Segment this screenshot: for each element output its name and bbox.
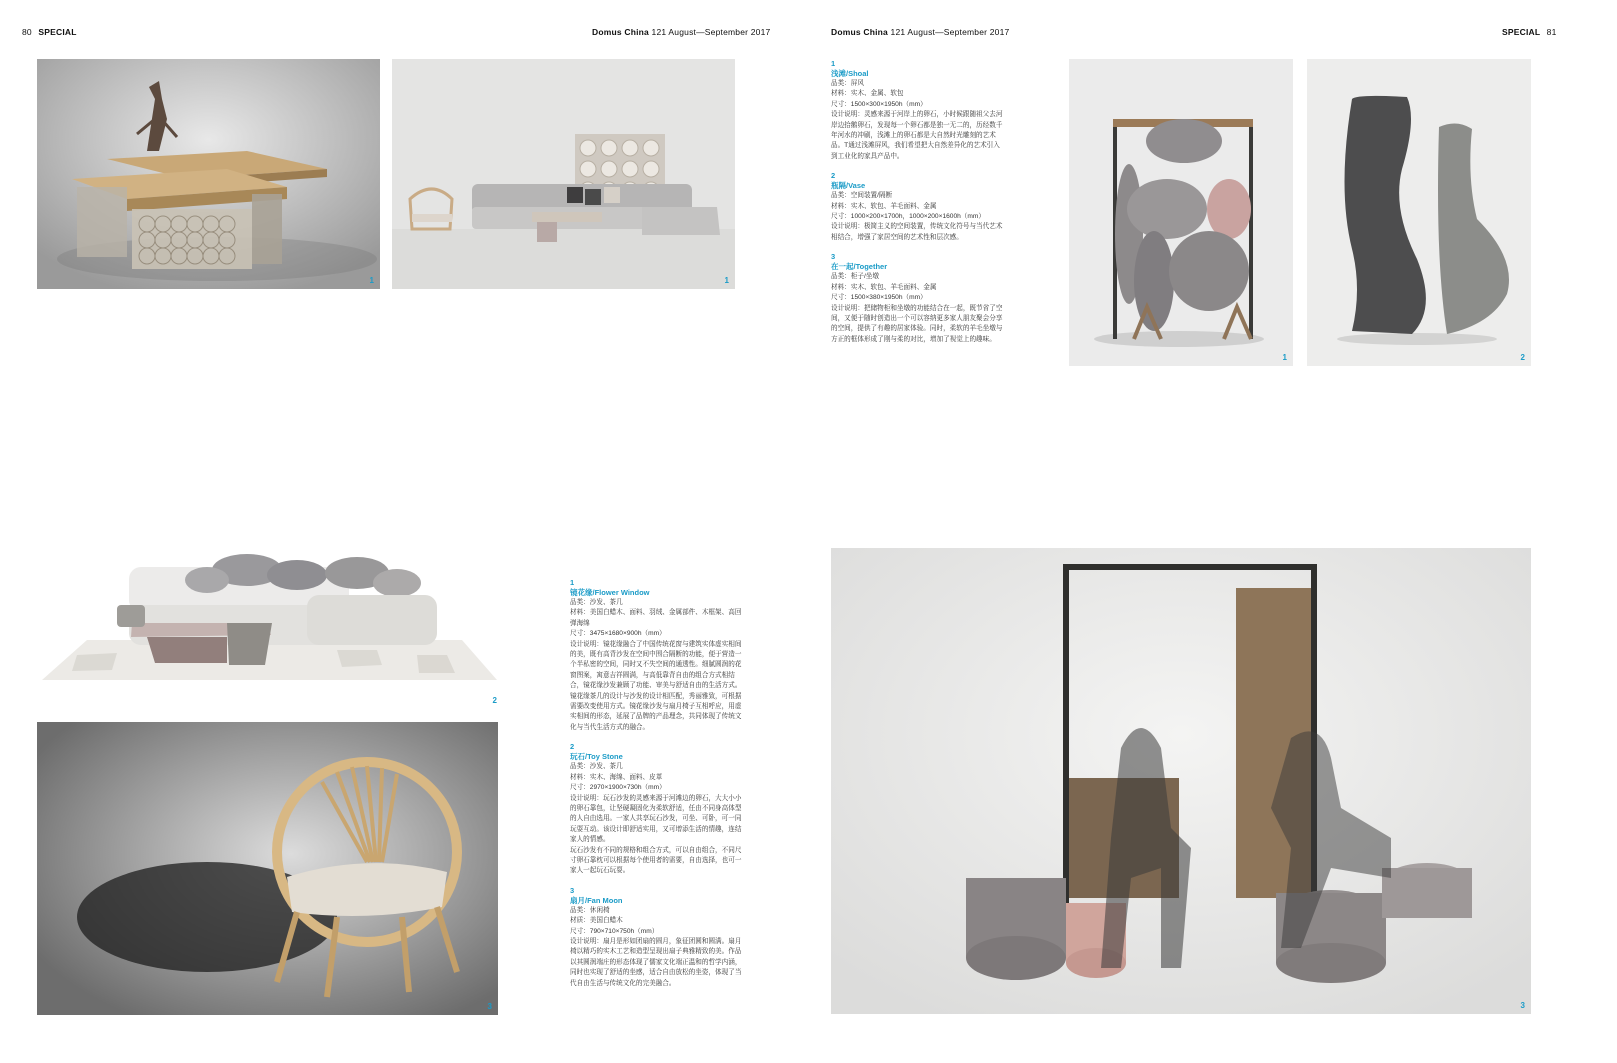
item-line: 尺寸：1500×300×1950h（mm） — [831, 100, 927, 108]
item-line: 品类：屏风 — [831, 80, 864, 87]
right-text-column — [831, 59, 1006, 354]
item-line: 镜花缘茶几的设计与沙发的设计相匹配，秀丽雅致，可根据需要改变使用方式。镜花缘沙发与扇月椅子互相呼应，用虚实相间的形态，延展了品牌的产品理念，共同体现了传统文化与当代生活方式的融合。 — [570, 692, 742, 731]
item-line: 材料：实木、软包、羊毛面料、金属 — [831, 283, 937, 291]
photo-label: 1 — [1282, 353, 1287, 362]
item-line: 品类：柜子/坐墩 — [831, 273, 879, 281]
page-number-left: 80 — [22, 27, 32, 37]
item-line: 材料：美国白蜡木、面料、羽绒、金属部件、木框架、高回弹海绵 — [570, 609, 742, 627]
text-item-toy-stone — [570, 742, 745, 876]
item-line: 品类：空间装置/隔断 — [831, 192, 893, 200]
item-line: 材料：实木、软包、羊毛面料、金属 — [831, 202, 937, 210]
item-title: 玩石/Toy Stone — [570, 752, 623, 762]
issue-header-right — [831, 27, 1009, 37]
photo-label: 1 — [724, 276, 729, 285]
item-line: 设计说明：灵感来源于河岸上的卵石，小时候跟随祖父去河岸边拾鹅卵石，发现每一个卵石都是独一无二的，历经数千年河水的冲刷，浅滩上的卵石都是大自然时光雕刻的艺术品。T通过浅滩屏风，我们希望把大自然差异化的艺术引入到工业化的家具产品中。 — [831, 111, 1003, 160]
photo-nested-tables — [37, 59, 380, 289]
section-label-left: SPECIAL — [38, 27, 77, 37]
item-line: 材料：实木、海绵、面料、皮革 — [570, 773, 663, 781]
item-title: 浅滩/Shoal — [831, 69, 869, 78]
item-line: 设计说明：扇月是形如团扇的圆月，象征团圆和圆满。扇月椅以精巧的实木工艺和造型呈现出扇子典雅精致的美。作品以其圆润端庄的形态体现了儒家文化端正温和的哲学内涵，同时也实现了舒适的坐感，适合自由放松的坐姿，体现了当代自由生活与传统文化的完美融合。 — [570, 937, 742, 987]
item-line: 设计说明：镜花缘融合了中国传统花窗与建筑实体虚实相间的美，既有高背沙发在空间中围合隔断的功能，便于营造一个半私密的空间，同时又不失空间的通透性。细腻圆润的花窗图案，寓意吉祥圆满，与高低靠背自由的组合方式相结合，镜花缘沙发兼顾了功能、审美与舒适自由的生活方式。 — [570, 640, 742, 690]
item-line: 尺寸：2970×1900×730h（mm） — [570, 784, 666, 792]
photo-label: 3 — [1520, 1001, 1525, 1010]
item-line: 材质：美国白蜡木 — [570, 917, 623, 925]
issue-header-left — [592, 27, 770, 37]
item-line: 品类：沙发、茶几 — [570, 763, 623, 771]
header-right — [1502, 27, 1557, 37]
item-line: 材料：实木、金属、软包 — [831, 90, 904, 98]
item-number: 2 — [831, 171, 836, 181]
photo-label: 3 — [487, 1002, 492, 1011]
item-number: 1 — [831, 59, 836, 68]
item-number: 2 — [570, 742, 575, 752]
item-title: 扇月/Fan Moon — [570, 895, 623, 905]
section-label-right: SPECIAL — [1502, 27, 1541, 37]
text-item-flower-window — [570, 578, 745, 733]
text-item-vase — [831, 171, 1006, 243]
text-item-together — [831, 252, 1006, 345]
photo-together — [831, 548, 1531, 1014]
item-line: 设计说明：极简主义的空间装置，传统文化符号与当代艺术相结合，增强了家居空间的艺术性和层次感。 — [831, 223, 1003, 241]
photo-label: 1 — [369, 276, 374, 285]
text-item-fan-moon — [570, 886, 745, 989]
left-text-column — [570, 578, 745, 998]
item-line: 设计说明：玩石沙发的灵感来源于河滩边的卵石，大大小小的卵石靠包，让坚硬凝固化为柔软舒适，任由不同身高体型的人自由选用。一家人共享玩石沙发，可坐、可卧，可一同玩耍互动。该设计即舒适实用，又可增添生活的情趣，连结家人的情感。 — [570, 794, 742, 844]
page-number-right: 81 — [1546, 27, 1557, 37]
item-title: 在一起/Together — [831, 262, 888, 272]
photo-pebble-sofa — [37, 545, 503, 705]
photo-fan-moon-chair — [37, 722, 498, 1015]
item-line: 尺寸：3475×1680×900h（mm） — [570, 630, 666, 638]
item-line: 设计说明：把储物柜和坐墩的功能结合在一起，既节省了空间，又便于随时创造出一个可以容纳更多家人朋友聚会分享的空间，提供了有趣的居家体验。同时，柔软的羊毛坐墩与方正的框体形成了刚与柔的对比，增加了视觉上的趣味。 — [831, 304, 1003, 343]
item-title: 瓶隔/Vase — [831, 181, 866, 191]
issue-date-left: 121 August—September 2017 — [651, 27, 771, 37]
item-line: 尺寸：1000×200×1700h，1000×200×1600h（mm） — [831, 213, 985, 221]
photo-label: 2 — [1520, 353, 1525, 362]
photo-sofa-set — [392, 59, 735, 289]
item-line: 玩石沙发有不同的规格和组合方式，可以自由组合，不同尺寸卵石靠枕可以根据每个使用者的需要，自由选择，也可一家人一起玩石玩耍。 — [570, 846, 742, 875]
item-number: 3 — [831, 252, 836, 262]
magazine-name-left: Domus China — [592, 27, 649, 37]
text-item-shoal — [831, 59, 1006, 162]
item-line: 尺寸：790×710×750h（mm） — [570, 927, 659, 935]
item-number: 3 — [570, 885, 575, 895]
magazine-name-right: Domus China — [831, 27, 888, 37]
photo-label: 2 — [492, 696, 497, 705]
photo-vase-partitions — [1307, 59, 1531, 366]
item-line: 尺寸：1500×380×1950h（mm） — [831, 294, 927, 302]
item-title: 镜花缘/Flower Window — [570, 588, 650, 597]
issue-date-right: 121 August—September 2017 — [890, 27, 1010, 37]
header-left — [22, 27, 77, 37]
photo-shoal-screen — [1069, 59, 1293, 366]
item-line: 品类：沙发、茶几 — [570, 599, 623, 606]
item-line: 品类：休闲椅 — [570, 906, 610, 914]
item-number: 1 — [570, 578, 575, 587]
